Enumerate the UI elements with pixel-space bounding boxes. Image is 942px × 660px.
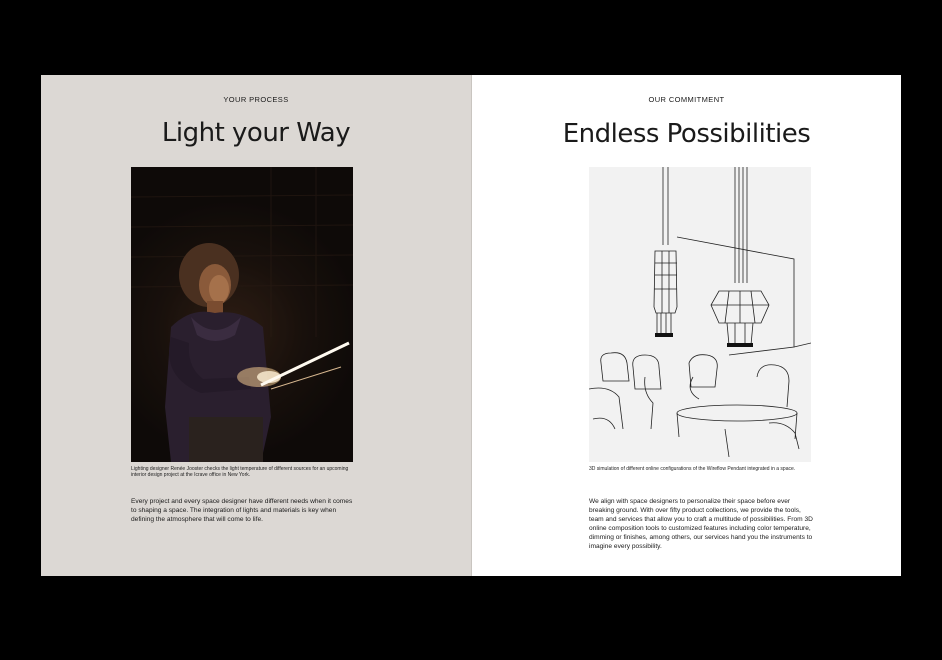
- left-body-text: Every project and every space designer have different needs when it comes to shaping a space. The integration of lights and materials is key when defining the atmosphere that will come to life.: [131, 498, 353, 523]
- left-eyebrow: YOUR PROCESS: [223, 95, 289, 104]
- brochure-spread: [41, 75, 901, 576]
- designer-photo-art: [131, 167, 353, 462]
- right-eyebrow: OUR COMMITMENT: [648, 95, 725, 104]
- illustration-caption: 3D simulation of different online configurations of the Wireflow Pendant integrated in a space.: [589, 466, 796, 472]
- photo-caption: Lighting designer Renée Jooster checks the light temperature of different sources for an upcoming interior design project at the Icrave office in New York.: [131, 466, 349, 478]
- pendant-line-drawing: [589, 167, 811, 462]
- pendant-illustration: [589, 167, 811, 462]
- designer-photo: [131, 167, 353, 462]
- right-page: [471, 75, 901, 576]
- left-title: Light your Way: [161, 118, 351, 148]
- left-page: [41, 75, 471, 576]
- right-body-text: We align with space designers to personalize their space before ever breaking ground. With over fifty product collections, we provide the tools, team and services that allow you to craft a multitude of possibilities. From 3D online composition tools to customized features including color temperature, dimming or finishes, among others, our services hand you the instruments to imagine every possibility.: [589, 498, 813, 550]
- right-title: Endless Possibilities: [562, 119, 811, 149]
